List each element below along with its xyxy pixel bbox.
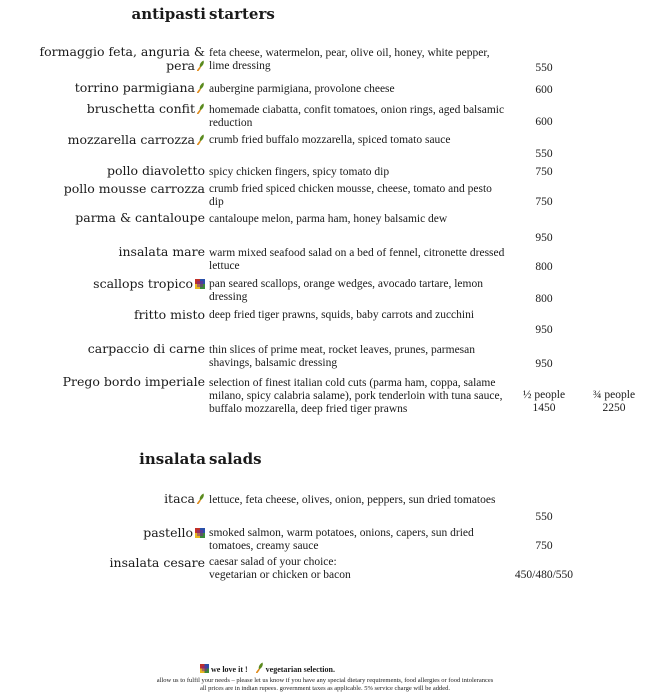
item-name: insalata cesare bbox=[109, 555, 205, 570]
item-price: 550 bbox=[535, 148, 553, 160]
item-price: 550 bbox=[535, 62, 553, 74]
item-name: mozzarella carrozza bbox=[68, 133, 205, 147]
item-description: crumb fried spiced chicken mousse, cheese, tomato and pesto dip bbox=[209, 183, 492, 208]
item-name: formaggio feta, anguria & pera bbox=[39, 44, 205, 73]
vegetarian-leaf-icon bbox=[256, 662, 264, 673]
we-love-it-heart-icon bbox=[195, 279, 205, 289]
legend-we-love-it: we love it ! bbox=[211, 665, 248, 674]
item-description: caesar salad of your choice: vegetarian or chicken or bacon bbox=[209, 556, 351, 581]
legend-vegetarian: vegetarian selection. bbox=[265, 665, 335, 674]
item-price: 600 bbox=[535, 84, 553, 96]
item-name: pastello bbox=[143, 526, 205, 540]
item-price: 950 bbox=[535, 324, 553, 336]
item-name: carpaccio di carne bbox=[87, 341, 205, 356]
item-price-quarter: ¾ people 2250 bbox=[592, 389, 636, 414]
item-name: parma & cantaloupe bbox=[75, 210, 205, 225]
item-description: aubergine parmigiana, provolone cheese bbox=[209, 83, 395, 95]
item-price-half: ½ people 1450 bbox=[522, 389, 566, 414]
we-love-it-heart-icon bbox=[195, 528, 205, 538]
item-description: feta cheese, watermelon, pear, olive oil, honey, white pepper, lime dressing bbox=[209, 47, 490, 72]
item-description: warm mixed seafood salad on a bed of fennel, citronette dressed lettuce bbox=[209, 247, 505, 272]
salads-italian-heading: insalata bbox=[139, 450, 206, 468]
item-price: 750 bbox=[535, 196, 553, 208]
salads-english-heading: salads bbox=[209, 450, 262, 468]
we-love-it-heart-icon bbox=[200, 664, 209, 673]
vegetarian-leaf-icon bbox=[197, 82, 205, 93]
item-description: cantaloupe melon, parma ham, honey balsamic dew bbox=[209, 213, 448, 225]
item-description: lettuce, feta cheese, olives, onion, peppers, sun dried tomatoes bbox=[209, 494, 496, 506]
item-name: itaca bbox=[164, 492, 205, 506]
starters-english-heading: starters bbox=[209, 5, 275, 23]
starters-italian-heading: antipasti bbox=[131, 5, 206, 23]
item-description: homemade ciabatta, confit tomatoes, onion rings, aged balsamic reduction bbox=[209, 104, 505, 129]
item-price: 950 bbox=[535, 358, 553, 370]
item-price: 950 bbox=[535, 232, 553, 244]
item-price: 550 bbox=[535, 511, 553, 523]
item-price: 450/480/550 bbox=[514, 569, 574, 581]
item-description: smoked salmon, warm potatoes, onions, capers, sun dried tomatoes, creamy sauce bbox=[209, 527, 474, 552]
item-name: bruschetta confit bbox=[87, 102, 205, 116]
item-name: torrino parmigiana bbox=[75, 81, 205, 95]
item-name: fritto misto bbox=[134, 307, 205, 322]
item-price: 750 bbox=[535, 540, 553, 552]
vegetarian-leaf-icon bbox=[197, 493, 205, 504]
item-price: 800 bbox=[535, 261, 553, 273]
footer-dietary-note: allow us to fulfil your needs – please let us know if you have any special dietary requirements, food allergies or food intolerances bbox=[156, 677, 494, 684]
footer-pricing-note: all prices are in indian rupees. government taxes as applicable. 5% service charge will be added. bbox=[199, 685, 451, 692]
item-price: 800 bbox=[535, 293, 553, 305]
item-description: crumb fried buffalo mozzarella, spiced tomato sauce bbox=[209, 134, 451, 146]
vegetarian-leaf-icon bbox=[197, 60, 205, 71]
legend bbox=[200, 662, 335, 674]
item-name: insalata mare bbox=[118, 244, 205, 259]
item-price: 750 bbox=[535, 166, 553, 178]
item-name: pollo mousse carrozza bbox=[63, 181, 205, 196]
vegetarian-leaf-icon bbox=[197, 134, 205, 145]
item-description: selection of finest italian cold cuts (parma ham, coppa, salame milano, spicy calabria salame), pork tenderloin with tuna sauce, buffalo mozzarella, deep fried tiger prawns bbox=[209, 377, 503, 415]
item-description: spicy chicken fingers, spicy tomato dip bbox=[209, 166, 390, 178]
item-name: scallops tropico bbox=[93, 277, 205, 291]
item-description: deep fried tiger prawns, squids, baby carrots and zucchini bbox=[209, 309, 475, 321]
item-description: thin slices of prime meat, rocket leaves, prunes, parmesan shavings, balsamic dressing bbox=[209, 344, 476, 369]
item-price: 600 bbox=[535, 116, 553, 128]
item-name: pollo diavoletto bbox=[106, 163, 205, 178]
item-name: Prego bordo imperiale bbox=[62, 374, 205, 389]
item-description: pan seared scallops, orange wedges, avocado tartare, lemon dressing bbox=[209, 278, 483, 303]
vegetarian-leaf-icon bbox=[197, 103, 205, 114]
